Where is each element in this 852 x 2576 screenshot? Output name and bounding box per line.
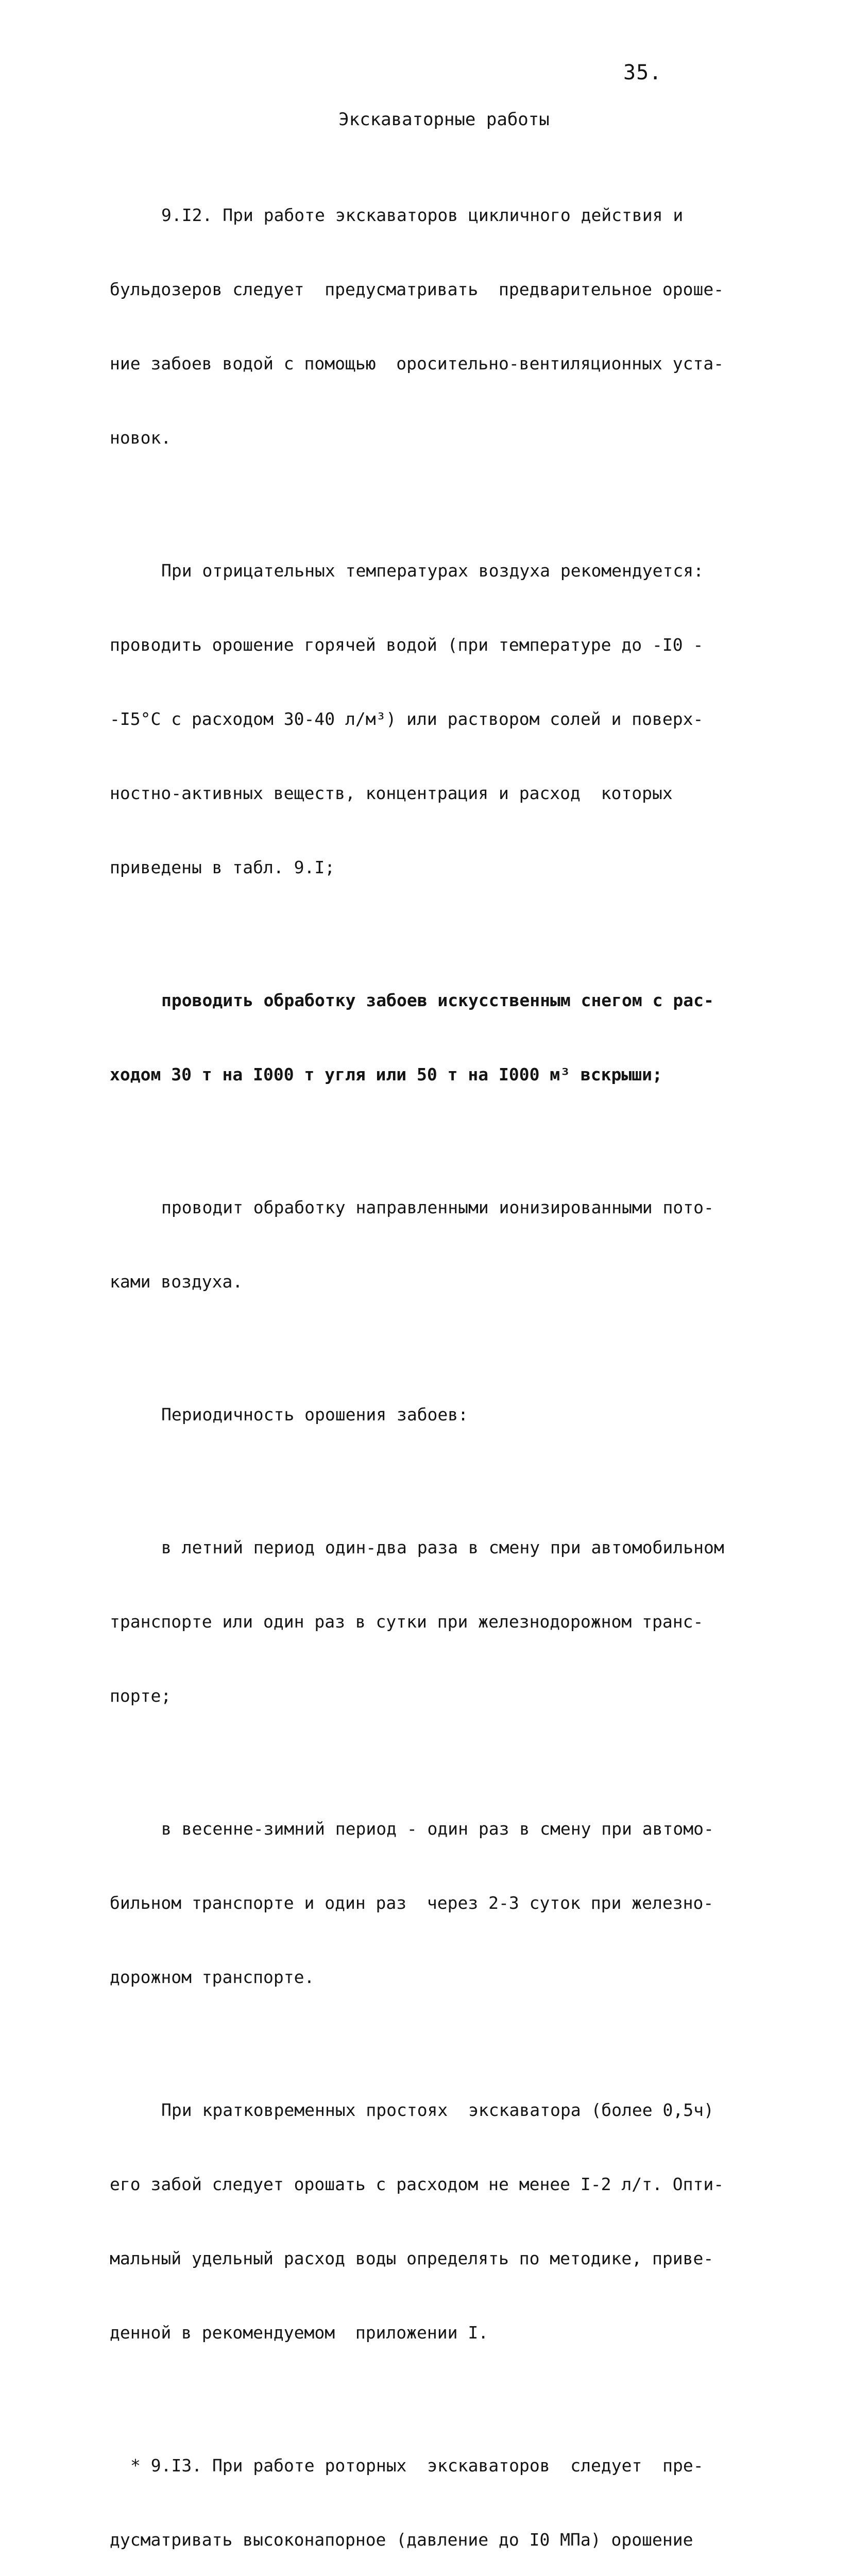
text-line: проводить обработку забоев искусственным снегом с рас- [161, 990, 714, 1010]
text-line: транспорте или один раз в сутки при железнодорожном транс- [110, 1612, 704, 1632]
text-line: дусматривать высоконапорное (давление до I0 МПа) орошение [110, 2530, 693, 2550]
section-title: Экскаваторные работы [338, 109, 550, 130]
paragraph-short-stops [110, 2048, 738, 2395]
paragraph-negative-temperatures [110, 509, 738, 929]
text-line: ние забоев водой с помощью оросительно-вентиляционных уста- [110, 353, 724, 374]
body-text [110, 154, 738, 2576]
paragraph-ionized-air [110, 1146, 738, 1344]
text-line: в летний период один-два раза в смену при автомобильном [161, 1537, 724, 1557]
page-number: 35. [623, 61, 662, 84]
text-line: его забой следует орошать с расходом не менее I-2 л/т. Опти- [110, 2174, 724, 2194]
text-line: 9.I2. При работе экскаваторов цикличного действия и [161, 205, 684, 225]
text-line: Периодичность орошения забоев: [161, 1404, 469, 1425]
paragraph-9-12 [110, 154, 738, 500]
text-line: денной в рекомендуемом приложении I. [110, 2323, 489, 2343]
paragraph-winter [110, 1767, 738, 2039]
text-line: ностно-активных веществ, концентрация и расход которых [110, 783, 673, 803]
paragraph-artificial-snow [110, 939, 738, 1137]
text-line: новок. [110, 428, 172, 448]
text-line: При отрицательных температурах воздуха рекомендуется: [161, 561, 704, 581]
text-line: в весенне-зимний период - один раз в смену при автомо- [161, 1819, 714, 1839]
text-line: мальный удельный расход воды определять по методике, приве- [110, 2248, 714, 2268]
text-line: ками воздуха. [110, 1272, 243, 1292]
text-line: бильном транспорте и один раз через 2-3 суток при железно- [110, 1893, 714, 1913]
text-line: приведены в табл. 9.I; [110, 857, 335, 877]
text-line: дорожном транспорте. [110, 1967, 315, 1987]
paragraph-summer [110, 1486, 738, 1758]
text-line: * 9.I3. При работе роторных экскаваторов следует пре- [130, 2455, 704, 2476]
paragraph-9-13 [110, 2404, 738, 2576]
text-line: проводить орошение горячей водой (при температуре до -I0 - [110, 635, 704, 655]
text-line: порте; [110, 1686, 172, 1706]
text-line: проводит обработку направленными ионизированными пото- [161, 1197, 714, 1217]
paragraph-periodicity [110, 1353, 738, 1477]
text-line: -I5°C с расходом 30-40 л/м³) или раствором солей и поверх- [110, 709, 704, 729]
text-line: бульдозеров следует предусматривать предварительное ороше- [110, 279, 724, 299]
text-line: При кратковременных простоях экскаватора (более 0,5ч) [161, 2100, 714, 2120]
text-line: ходом 30 т на I000 т угля или 50 т на I000 м³ вскрыши; [110, 1064, 662, 1084]
